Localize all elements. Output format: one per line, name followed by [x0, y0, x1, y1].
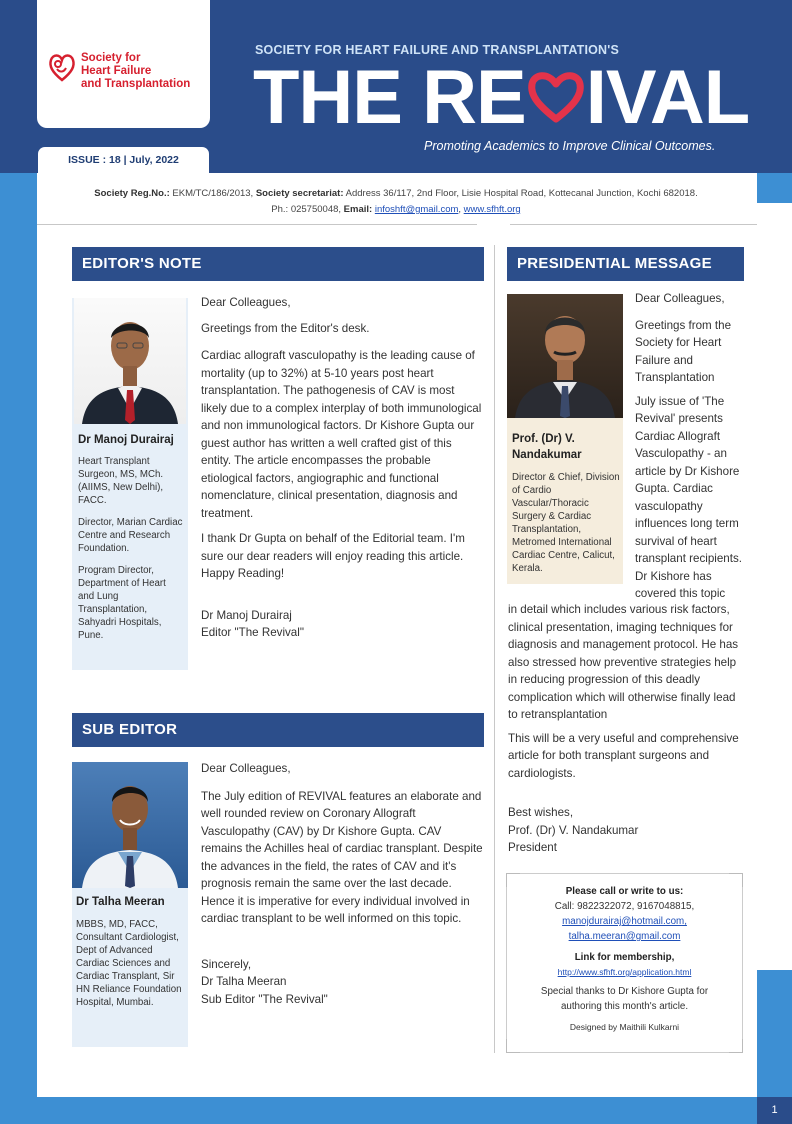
editor-paragraph-3: I thank Dr Gupta on behalf of the Editorial team. I'm sure our dear readers will enjoy reading this article. Happy Reading! [201, 532, 465, 580]
logo-text [81, 52, 190, 91]
editor-role-1: Heart Transplant Surgeon, MS, MCh. (AIIMS, New Delhi), FACC. [78, 456, 164, 506]
designer-credit: Designed by Maithili Kulkarni [569, 1022, 680, 1032]
contact-content [507, 884, 742, 1035]
title-part-2: IVAL [585, 55, 750, 140]
editor-caption [78, 434, 184, 642]
left-accent-bar [0, 173, 37, 1124]
header-divider-right [510, 224, 757, 225]
title-part-1: THE RE [253, 55, 526, 140]
sub-editor-photo [72, 762, 188, 888]
editor-role-2: Director, Marian Cardiac Centre and Research Foundation. [78, 517, 183, 554]
editor-note-heading: EDITOR'S NOTE [72, 247, 484, 281]
reg-label: Society Reg.No.: [94, 188, 170, 199]
membership-title: Link for membership, [574, 952, 675, 963]
society-title: SOCIETY FOR HEART FAILURE AND TRANSPLANTATION'S [255, 43, 619, 57]
president-name: Prof. (Dr) V. Nandakumar [512, 433, 582, 461]
sub-editor-text [201, 760, 483, 1008]
box-corner-ornament [729, 1039, 743, 1053]
president-sign-title: President [508, 841, 557, 854]
secretariat-value: Address 36/117, 2nd Floor, Lisie Hospital Road, Kottecanal Junction, Kochi 682018. [343, 188, 698, 199]
president-role: Director & Chief, Division of Cardio Vascular/Thoracic Surgery & Cardiac Transplantation, Metromed International Cardiac Centre, Calicut, Kerala. [512, 472, 620, 574]
sub-editor-paragraph-1: The July edition of REVIVAL features an elaborate and well rounded review on Coronary Allograft Vasculopathy (CAV) by Dr Kishore Gupta. CAV remains the Achilles heal of cardiac transplant. Despite the advances in the field, the rates of CAV and it's prognosis remain the same over the last decade. Hence it is imperative for every individual involved in cardiac transplant to be well informed on this topic. [201, 789, 483, 925]
contact-email-2[interactable]: talha.meeran@gmail.com [568, 931, 681, 942]
sub-editor-closing: Sincerely, [201, 957, 252, 971]
membership-link[interactable]: http://www.sfhft.org/application.html [557, 967, 692, 977]
website-link[interactable]: www.sfhft.org [463, 204, 521, 215]
logo-line-3: and Transplantation [81, 78, 191, 90]
phone-text: Ph.: 025750048, [271, 204, 344, 215]
president-paragraph-2b: in detail which includes various risk factors, clinical presentation, imaging techniques for diagnosis and management protocol. He has also stressed how preventive strategies help in reducing progression of this deadly complication which will otherwise finally lead to retransplantation [508, 603, 739, 721]
issue-tab [37, 146, 210, 173]
sub-editor-caption [76, 896, 184, 1009]
logo-line-1: Society for [81, 52, 141, 64]
president-paragraph-1: Greetings from the Society for Heart Failure and Transplantation [635, 318, 732, 384]
editor-sign-title: Editor "The Revival" [201, 626, 304, 639]
contact-email-1[interactable]: manojdurairaj@hotmail.com, [562, 916, 687, 927]
issue-label: ISSUE : 18 | July, 2022 [68, 154, 179, 166]
president-paragraph-2a: July issue of 'The Revival' presents Cardiac Allograft Vasculopathy - an article by Dr Kishore Gupta. Cardiac vasculopathy influences long term survival of heart transplant recipients. Dr Kishore has covered this topic [635, 394, 742, 600]
masthead [0, 0, 792, 173]
editor-salutation: Dear Colleagues, [201, 296, 291, 309]
president-text-wide [508, 601, 748, 857]
box-corner-ornament [506, 1039, 520, 1053]
newsletter-title [253, 53, 749, 143]
registration-info [0, 186, 792, 218]
contact-title: Please call or write to us: [565, 886, 684, 897]
editor-sign-name: Dr Manoj Durairaj [201, 608, 292, 622]
president-paragraph-3: This will be a very useful and comprehensive article for both transplant surgeons and cardiologists. [508, 731, 739, 780]
contact-box [506, 873, 743, 1053]
sub-editor-sign-title: Sub Editor "The Revival" [201, 992, 328, 1006]
sub-editor-sign-name: Dr Talha Meeran [201, 975, 287, 988]
email-label: Email: [343, 204, 373, 215]
sub-editor-salutation: Dear Colleagues, [201, 762, 291, 775]
reg-value: EKM/TC/186/2013, [169, 188, 256, 199]
special-thanks: Special thanks to Dr Kishore Gupta for authoring this month's article. [540, 986, 709, 1012]
page-number: 1 [757, 1097, 792, 1124]
link-separator: , [458, 204, 464, 215]
email-link[interactable]: infoshft@gmail.com [374, 204, 459, 215]
sub-editor-name: Dr Talha Meeran [76, 896, 165, 908]
president-caption [512, 431, 622, 575]
editor-photo [74, 298, 186, 424]
president-salutation: Dear Colleagues, [635, 292, 725, 305]
president-sign-name: Prof. (Dr) V. Nandakumar [508, 823, 639, 837]
presidential-message-heading: PRESIDENTIAL MESSAGE [507, 247, 744, 281]
column-divider [494, 245, 495, 1053]
editor-role-3: Program Director, Department of Heart and Lung Transplantation, Sahyadri Hospitals, Pune. [78, 565, 166, 641]
president-text-narrow [635, 290, 747, 603]
heart-logo-icon [48, 51, 76, 88]
heart-icon [526, 57, 586, 117]
secretariat-label: Society secretariat: [255, 188, 344, 199]
header-divider-left [37, 224, 477, 225]
contact-phones: Call: 9822322072, 9167048815, [554, 901, 695, 912]
logo-line-2: Heart Failure [81, 65, 152, 77]
sub-editor-heading: SUB EDITOR [72, 713, 484, 747]
president-photo [507, 294, 623, 418]
editor-paragraph-2: Cardiac allograft vasculopathy is the leading cause of mortality (up to 32%) at 5-10 years post heart transplantation. The pathogenesis of CAV is most likely due to a complex interplay of both immunological and non immunological factors. Dr Kishore Gupta our guest author has written a well crafted gist of this entity. The article encompasses the probable etiological factors, angiographic and functional nomenclature, clinical presentation, diagnosis and treatment. [201, 349, 482, 520]
editor-note-text [201, 294, 483, 642]
sub-editor-role: MBBS, MD, FACC, Consultant Cardiologist, Dept of Advanced Cardiac Sciences and Cardiac Transplant, Sir HN Reliance Foundation Hospital, Mumbai. [76, 919, 182, 1008]
tagline: Promoting Academics to Improve Clinical Outcomes. [424, 139, 716, 153]
president-closing: Best wishes, [508, 806, 574, 819]
footer-bar [37, 1097, 757, 1124]
editor-name: Dr Manoj Durairaj [78, 434, 174, 446]
editor-paragraph-1: Greetings from the Editor's desk. [201, 321, 370, 335]
